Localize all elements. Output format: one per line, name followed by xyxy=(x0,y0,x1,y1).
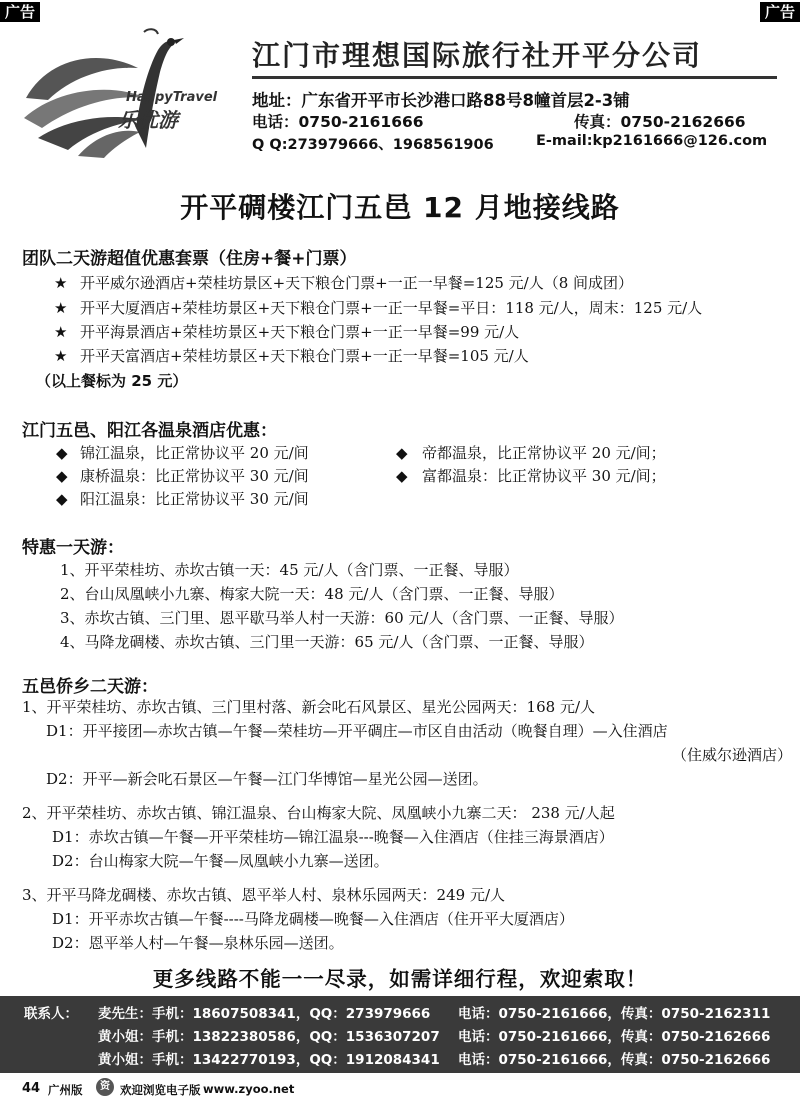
badge-icon: 资 xyxy=(96,1078,114,1096)
contact-label: 联系人： xyxy=(24,1006,78,1022)
star-icon: ★ xyxy=(54,323,68,341)
page-title: 开平碉楼江门五邑 12 月地接线路 xyxy=(180,191,620,224)
route-day: D1：开平接团—赤坎古镇—午餐—荣桂坊—开平碉庄—市区自由活动（晚餐自理）—入住酒店 xyxy=(46,722,668,740)
list-item: 3、赤坎古镇、三门里、恩平歇马举人村一天游：60 元/人（含门票、一正餐、导服） xyxy=(60,609,624,627)
route-title: 1、开平荣桂坊、赤坎古镇、三门里村落、新会叱石风景区、星光公园两天：168 元/人 xyxy=(22,698,595,716)
company-fax: 传真：0750-2162666 xyxy=(574,113,746,131)
footer-text: 欢迎浏览电子版 xyxy=(120,1083,201,1097)
company-qq: Q Q:273979666、1968561906 xyxy=(252,137,494,153)
section-heading-hot-springs: 江门五邑、阳江各温泉酒店优惠： xyxy=(22,421,277,441)
edition-label: 广州版 xyxy=(48,1083,83,1097)
ad-label-left: 广告 xyxy=(0,2,40,22)
meal-note: （以上餐标为 25 元） xyxy=(36,372,188,390)
diamond-icon: ◆ xyxy=(56,490,68,508)
list-item: 开平威尔逊酒店+荣桂坊景区+天下粮仓门票+一正一早餐=125 元/人（8 间成团） xyxy=(80,274,634,292)
contact-person: 麦先生：手机：18607508341，QQ：273979666 xyxy=(98,1006,431,1022)
header-divider xyxy=(252,76,777,79)
route-day: D2：恩平举人村—午餐—泉林乐园—送团。 xyxy=(52,934,344,952)
list-item: 1、开平荣桂坊、赤坎古镇一天：45 元/人（含门票、一正餐、导服） xyxy=(60,561,519,579)
diamond-icon: ◆ xyxy=(396,444,408,462)
list-item: 开平海景酒店+荣桂坊景区+天下粮仓门票+一正一早餐=99 元/人 xyxy=(80,323,520,341)
list-item: 康桥温泉：比正常协议平 30 元/间 xyxy=(80,467,309,485)
logo-text-en: HappyTravel xyxy=(126,90,218,105)
page-number: 44 xyxy=(22,1081,41,1096)
route-note: （住威尔逊酒店） xyxy=(672,746,793,764)
star-icon: ★ xyxy=(54,274,68,292)
logo-text-cn: 乐优游 xyxy=(118,108,178,132)
list-item: 开平天富酒店+荣桂坊景区+天下粮仓门票+一正一早餐=105 元/人 xyxy=(80,347,529,365)
contact-person: 黄小姐：手机：13422770193，QQ：1912084341 xyxy=(98,1052,440,1068)
section-heading-day-tours: 特惠一天游： xyxy=(22,538,124,558)
route-day: D2：开平—新会叱石景区—午餐—江门华博馆—星光公园—送团。 xyxy=(46,770,488,788)
slogan: 更多线路不能一一尽录，如需详细行程，欢迎索取！ xyxy=(152,967,648,991)
list-item: 富都温泉：比正常协议平 30 元/间； xyxy=(422,467,666,485)
route-day: D1：赤坎古镇—午餐—开平荣桂坊—锦江温泉---晚餐—入住酒店（住挂三海景酒店） xyxy=(52,828,614,846)
list-item: 4、马降龙碉楼、赤坎古镇、三门里一天游：65 元/人（含门票、一正餐、导服） xyxy=(60,633,594,651)
list-item: 锦江温泉，比正常协议平 20 元/间 xyxy=(80,444,309,462)
company-name: 江门市理想国际旅行社开平分公司 xyxy=(252,39,703,72)
company-phone: 电话：0750-2161666 xyxy=(252,113,424,131)
diamond-icon: ◆ xyxy=(56,467,68,485)
section-heading-packages: 团队二天游超值优惠套票（住房+餐+门票） xyxy=(22,249,357,269)
list-item: 开平大厦酒店+荣桂坊景区+天下粮仓门票+一正一早餐=平日：118 元/人，周末：125 元/人 xyxy=(80,299,703,317)
list-item: 阳江温泉：比正常协议平 30 元/间 xyxy=(80,490,309,508)
route-day: D1：开平赤坎古镇—午餐----马降龙碉楼—晚餐—入住酒店（住开平大厦酒店） xyxy=(52,910,574,928)
contact-phone: 电话：0750-2161666，传真：0750-2162666 xyxy=(458,1052,771,1068)
company-address: 地址：广东省开平市长沙港口路88号8幢首层2-3铺 xyxy=(252,91,630,110)
route-day: D2：台山梅家大院—午餐—凤凰峡小九寨—送团。 xyxy=(52,852,389,870)
contact-phone: 电话：0750-2161666，传真：0750-2162666 xyxy=(458,1029,771,1045)
contact-phone: 电话：0750-2161666，传真：0750-2162311 xyxy=(458,1006,771,1022)
diamond-icon: ◆ xyxy=(56,444,68,462)
list-item: 帝都温泉，比正常协议平 20 元/间； xyxy=(422,444,666,462)
route-title: 2、开平荣桂坊、赤坎古镇、锦江温泉、台山梅家大院、凤凰峡小九寨二天： 238 元/人起 xyxy=(22,804,615,822)
footer-url[interactable]: www.zyoo.net xyxy=(203,1082,295,1096)
section-heading-two-day-tours: 五邑侨乡二天游： xyxy=(22,677,158,697)
star-icon: ★ xyxy=(54,347,68,365)
route-title: 3、开平马降龙碉楼、赤坎古镇、恩平举人村、泉林乐园两天：249 元/人 xyxy=(22,886,505,904)
list-item: 2、台山凤凰峡小九寨、梅家大院一天：48 元/人（含门票、一正餐、导服） xyxy=(60,585,564,603)
company-email: E-mail:kp2161666@126.com xyxy=(536,133,768,149)
contact-bar xyxy=(0,996,800,1073)
contact-person: 黄小姐：手机：13822380586，QQ：1536307207 xyxy=(98,1029,440,1045)
diamond-icon: ◆ xyxy=(396,467,408,485)
star-icon: ★ xyxy=(54,299,68,317)
ad-label-right: 广告 xyxy=(760,2,800,22)
